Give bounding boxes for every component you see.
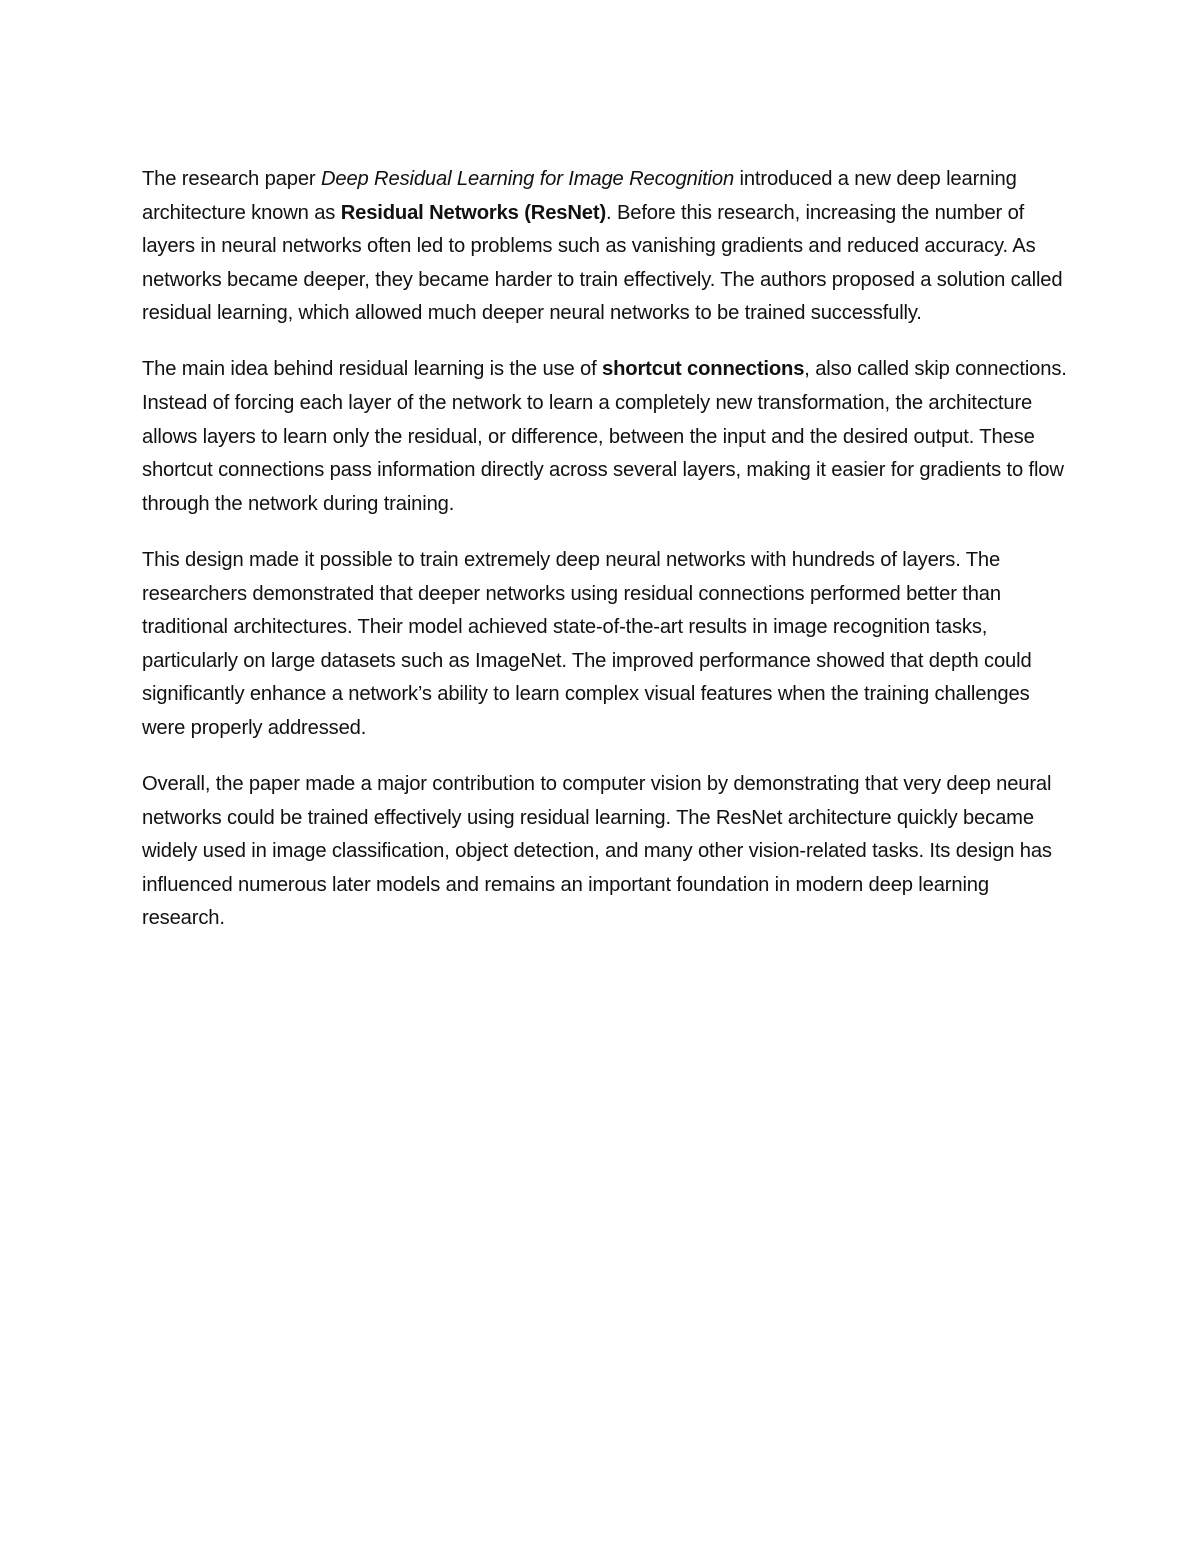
main-idea-text-1: The main idea behind residual learning is the use of (142, 358, 603, 381)
intro-text-3: . Before this research, increasing the number of layers in neural networks often led to problems such as vanishing gradients and reduced accuracy. As networks became deeper, they became harder to train effectively. The authors proposed a solution called residual learning, which allowed much deeper neural networks to be trained successfully. (142, 201, 1063, 325)
shortcut-connections-term: shortcut connections (602, 358, 805, 381)
paper-title: Deep Residual Learning for Image Recognition (320, 168, 735, 190)
paragraph-main-idea (142, 353, 1067, 521)
main-idea-text-2: , also called skip connections. Instead of forcing each layer of the network to learn a completely new transformation, the architecture allows layers to learn only the residual, or difference, between the input and the desired output. These shortcut connections pass information directly across several layers, making it easier for gradients to flow through the network during training. (142, 358, 1067, 515)
intro-text-2: introduced a new deep learning architecture known as (142, 168, 1017, 224)
paragraph-overall: Overall, the paper made a major contribution to computer vision by demonstrating that very deep neural networks could be trained effectively using residual learning. The ResNet architecture quickly became widely used in image classification, object detection, and many other vision-related tasks. Its design has influenced numerous later models and remains an important foundation in modern deep learning research. (142, 773, 1052, 930)
paragraph-intro (142, 163, 1067, 331)
resnet-term: Residual Networks (ResNet) (340, 201, 607, 224)
document-body (142, 163, 1067, 936)
intro-text-1: The research paper (142, 168, 321, 190)
paragraph-design: This design made it possible to train extremely deep neural networks with hundreds of layers. The researchers demonstrated that deeper networks using residual connections performed better than traditional architectures. Their model achieved state-of-the-art results in image recognition tasks, particularly on large datasets such as ImageNet. The improved performance showed that depth could significantly enhance a network’s ability to learn complex visual features when the training challenges were properly addressed. (142, 548, 1032, 739)
